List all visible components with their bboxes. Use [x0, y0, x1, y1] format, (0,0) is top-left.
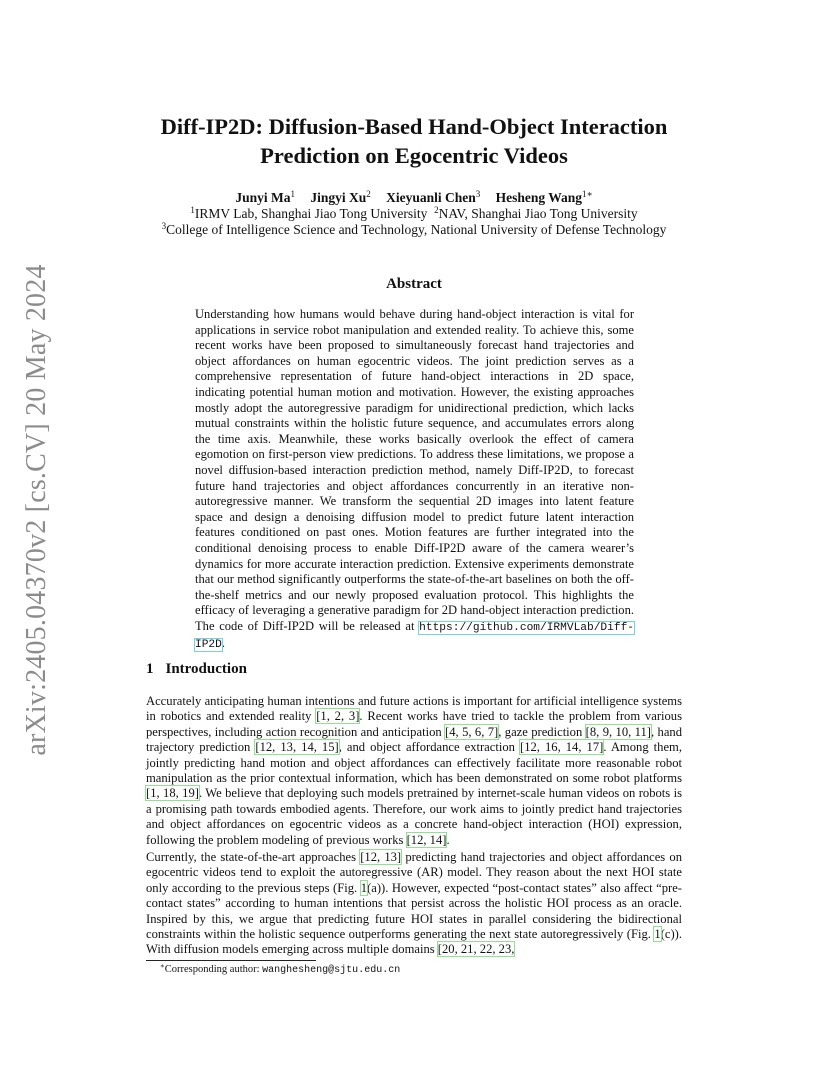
section-title: Introduction: [165, 661, 247, 677]
citation-link[interactable]: [12, 16, 14, 17]: [520, 740, 604, 755]
affiliation-1: IRMV Lab, Shanghai Jiao Tong University: [194, 206, 428, 221]
title-line-1: Diff-IP2D: Diffusion-Based Hand-Object Interaction: [160, 114, 668, 139]
figure-ref-link[interactable]: 1: [654, 927, 661, 942]
paper-title: [120, 112, 708, 170]
intro-paragraph-2: Currently, the state-of-the-art approaches [12, 13] predicting hand trajectories and object affordances on egocentric videos tend to exploit the autoregressive (AR) model. They reason about the next HOI state only according to the previous steps (Fig. 1(a)). However, expected “post-contact states” also affect “pre-contact states” according to human intentions that persist across the holistic HOI process as an oracle. Inspired by this, we argue that predicting future HOI states in parallel considering the bidirectional constraints within the holistic sequence outperforms generating the next state autoregressively (Fig. 1(c)). With diffusion models emerging across multiple domains [20, 21, 22, 23,: [146, 850, 682, 957]
affiliation-3: College of Intelligence Science and Technology, National University of Defense Technology: [166, 222, 667, 237]
arxiv-stamp-text: arXiv:2405.04370v2 [cs.CV] 20 May 2024: [21, 264, 52, 756]
code-link[interactable]: https://github.com/IRMVLab/Diff-IP2D: [195, 621, 634, 652]
footnote-rule: [146, 960, 316, 961]
section-heading: [146, 661, 247, 678]
figure-ref-link[interactable]: 1: [360, 880, 368, 895]
author-email: wanghesheng@sjtu.edu.cn: [262, 965, 401, 976]
affiliations-line-1: $^1$IRMV Lab, Shanghai Jiao Tong University $^2$NAV, Shanghai Jiao Tong University: [190, 205, 638, 221]
section-number: 1: [146, 661, 154, 677]
author: Junyi Ma$^1$: [235, 189, 295, 205]
title-line-2: Prediction on Egocentric Videos: [260, 143, 568, 168]
citation-link[interactable]: [8, 9, 10, 11]: [585, 724, 651, 739]
citation-link[interactable]: [4, 5, 6, 7]: [445, 724, 499, 739]
author: Hesheng Wang$^{1∗}$: [495, 189, 593, 205]
intro-paragraph-1: Accurately anticipating human intentions and future actions is important for artificial intelligence systems in robotics and extended reality [1, 2, 3]. Recent works have tried to tackle the problem from various perspectives, including action recognition and anticipation [4, 5, 6, 7], gaze prediction [8, 9, 10, 11], hand trajectory prediction [12, 13, 14, 15], and object affordance extraction [12, 16, 14, 17]. Among them, jointly predicting hand motion and object affordances can effectively facilitate more reasonable robot manipulation as the prior contextual information, which has been demonstrated on some robot platforms [1, 18, 19]. We believe that deploying such models pretrained by internet-scale human videos on robots is a promising path towards embodied agents. Therefore, our work aims to jointly predict hand trajectories and object affordances on egocentric videos as a concrete hand-object interaction (HOI) expression, following the problem modeling of previous works [12, 14].: [146, 694, 683, 847]
author: Jingyi Xu$^2$: [310, 189, 371, 205]
citation-link[interactable]: [1, 2, 3]: [316, 709, 360, 724]
author: Xieyuanli Chen$^3$: [386, 189, 481, 205]
affiliations-line-2: $^3$College of Intelligence Science and Technology, National University of Defense Technology: [161, 221, 667, 237]
abstract-text: Understanding how humans would behave during hand-object interaction is vital for applications in service robot manipulation and extended reality. To achieve this, some recent works have been proposed to simultaneously forecast hand trajectories and object affordances on human egocentric videos. The joint prediction serves as a comprehensive representation of future hand-object interactions in 2D space, indicating potential human motion and motivation. However, the existing approaches mostly adopt the autoregressive paradigm for unidirectional prediction, which lacks mutual constraints within the holistic future sequence, and accumulates errors along the time axis. Meanwhile, these works basically overlook the effect of camera egomotion on first-person view predictions. To address these limitations, we propose a novel diffusion-based interaction prediction method, namely Diff-IP2D, to forecast future hand trajectories and object affordances concurrently in an iterative non-autoregressive manner. We transform the sequential 2D images into latent feature space and design a denoising diffusion model to predict future latent interaction features conditioned on past ones. Motion features are further integrated into the conditional denoising process to enable Diff-IP2D aware of the camera wearer’s dynamics for more accurate interaction prediction. Extensive experiments demonstrate that our method significantly outperforms the state-of-the-art baselines on both the off-the-shelf metrics and our newly proposed evaluation protocol. This highlights the efficacy of leveraging a generative paradigm for 2D hand-object interaction prediction. The code of Diff-IP2D will be released at https://github.com/IRMVLab/Diff-IP2D.: [195, 307, 634, 652]
abstract-heading: Abstract: [386, 276, 442, 292]
affiliation-2: NAV, Shanghai Jiao Tong University: [438, 206, 638, 221]
citation-link[interactable]: [20, 21, 22, 23,: [437, 942, 515, 957]
citation-link[interactable]: [12, 13, 14, 15]: [255, 740, 339, 755]
citation-link[interactable]: [1, 18, 19]: [146, 786, 199, 801]
arxiv-stamp: [21, 264, 53, 756]
citation-link[interactable]: [12, 14]: [406, 832, 447, 847]
author-list: [120, 189, 708, 206]
citation-link[interactable]: [12, 13]: [360, 850, 402, 864]
footnote: ∗Corresponding author: wanghesheng@sjtu.edu.cn: [160, 962, 401, 976]
